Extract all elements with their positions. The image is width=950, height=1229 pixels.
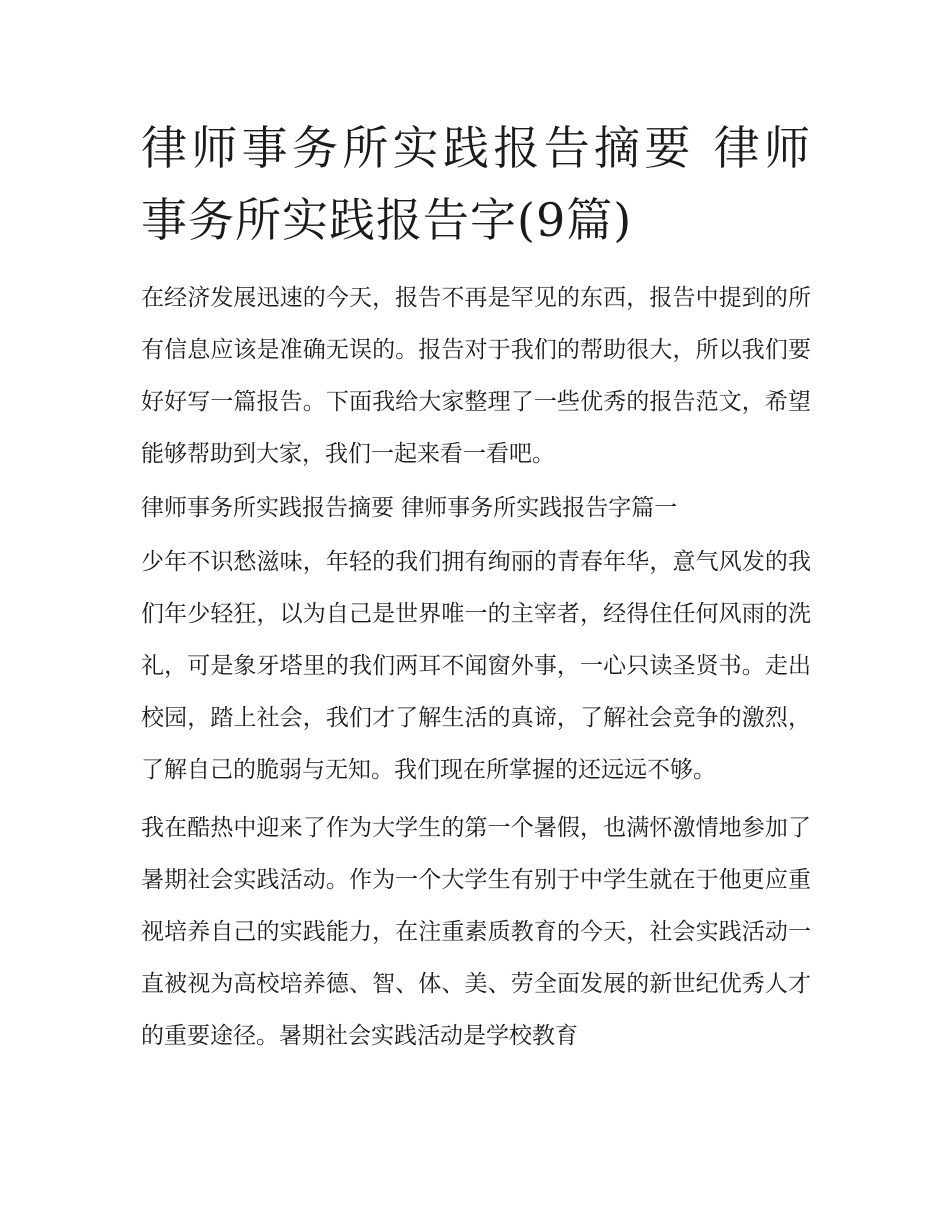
body-paragraph: 少年不识愁滋味，年轻的我们拥有绚丽的青春年华，意气风发的我们年少轻狂，以为自己是世界唯一的主宰者，经得住任何风雨的洗礼，可是象牙塔里的我们两耳不闻窗外事，一心只读圣贤书。走出校园，踏上社会，我们才了解生活的真谛，了解社会竞争的激烈，了解自己的脆弱与无知。我们现在所掌握的还远远不够。 <box>141 549 811 783</box>
intro-paragraph: 在经济发展迅速的今天，报告不再是罕见的东西，报告中提到的所有信息应该是准确无误的。报告对于我们的帮助很大，所以我们要好好写一篇报告。下面我给大家整理了一些优秀的报告范文，希望能够帮助到大家，我们一起来看一看吧。 <box>141 285 811 467</box>
section-heading: 律师事务所实践报告摘要 律师事务所实践报告字篇一 <box>141 495 678 521</box>
document-page <box>141 112 811 1062</box>
document-title: 律师事务所实践报告摘要 律师事务所实践报告字(9篇) <box>141 121 811 247</box>
body-paragraph: 我在酷热中迎来了作为大学生的第一个暑假，也满怀激情地参加了暑期社会实践活动。作为一个大学生有别于中学生就在于他更应重视培养自己的实践能力，在注重素质教育的今天，社会实践活动一直被视为高校培养德、智、体、美、劳全面发展的新世纪优秀人才的重要途径。暑期社会实践活动是学校教育 <box>141 815 811 1049</box>
